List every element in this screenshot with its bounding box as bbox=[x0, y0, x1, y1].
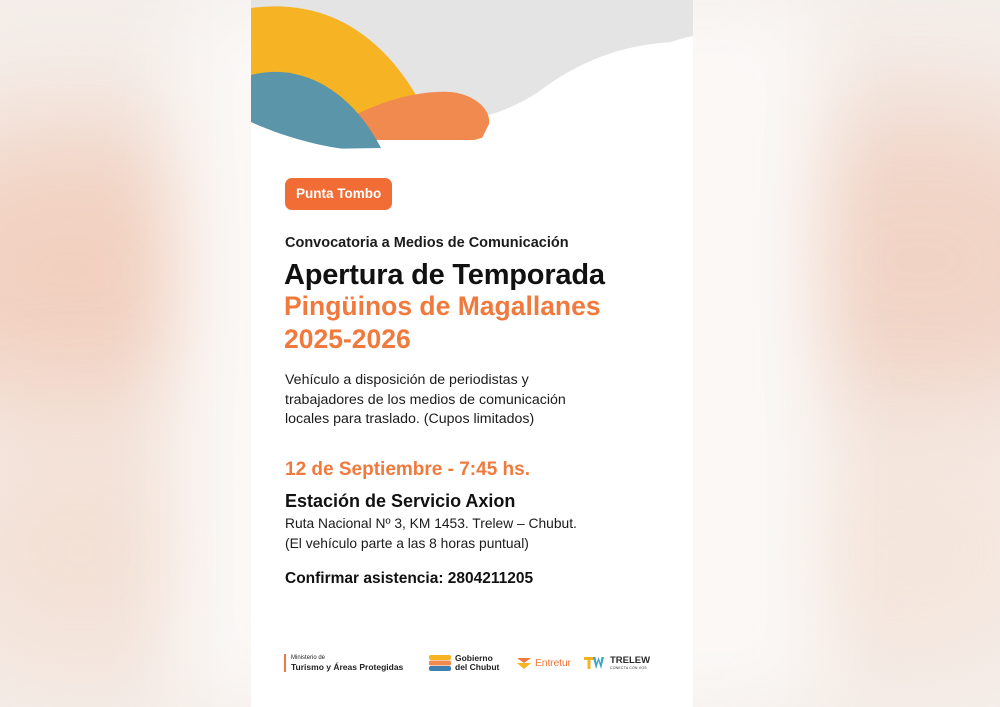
trelew-name: TRELEW bbox=[610, 654, 651, 666]
logo-bar bbox=[284, 654, 286, 672]
poster-kicker: Convocatoria a Medios de Comunicación bbox=[285, 235, 569, 251]
event-address bbox=[285, 514, 577, 554]
trelew-tagline: CONECTA CON VOS bbox=[610, 665, 647, 670]
description-line: locales para traslado. (Cupos limitados) bbox=[285, 411, 535, 427]
sponsor-logos bbox=[251, 648, 693, 678]
address-line: Ruta Nacional Nº 3, KM 1453. Trelew – Chubut. bbox=[285, 516, 577, 531]
event-poster bbox=[251, 0, 693, 707]
gobierno-chubut-logo bbox=[429, 648, 499, 678]
gobierno-line1: Gobierno bbox=[455, 653, 493, 663]
entretur-icon bbox=[516, 656, 532, 670]
entretur-logo bbox=[516, 648, 571, 678]
trelew-logo bbox=[584, 648, 650, 678]
ministerio-line2: Turismo y Áreas Protegidas bbox=[291, 662, 404, 672]
description-line: Vehículo a disposición de periodistas y bbox=[285, 372, 529, 388]
event-date: 12 de Septiembre - 7:45 hs. bbox=[285, 459, 530, 480]
chubut-emblem-icon bbox=[429, 655, 451, 671]
subtitle-line: 2025-2026 bbox=[284, 324, 411, 354]
ministerio-line1: Ministerio de bbox=[291, 655, 326, 661]
event-venue: Estación de Servicio Axion bbox=[285, 491, 516, 511]
address-line: (El vehículo parte a las 8 horas puntual) bbox=[285, 536, 529, 551]
location-tag: Punta Tombo bbox=[285, 178, 392, 210]
description-line: trabajadores de los medios de comunicación bbox=[285, 391, 566, 408]
entretur-name: Entretur bbox=[535, 657, 571, 669]
poster-subtitle bbox=[284, 290, 601, 356]
gobierno-line2: del Chubut bbox=[455, 662, 500, 672]
rsvp-contact: Confirmar asistencia: 2804211205 bbox=[285, 570, 534, 587]
trelew-icon bbox=[584, 656, 606, 670]
ministerio-logo bbox=[284, 648, 403, 678]
poster-title: Apertura de Temporada bbox=[284, 259, 605, 291]
subtitle-line: Pingüinos de Magallanes bbox=[284, 291, 601, 321]
poster-description bbox=[285, 371, 665, 430]
decorative-waves bbox=[251, 0, 693, 160]
